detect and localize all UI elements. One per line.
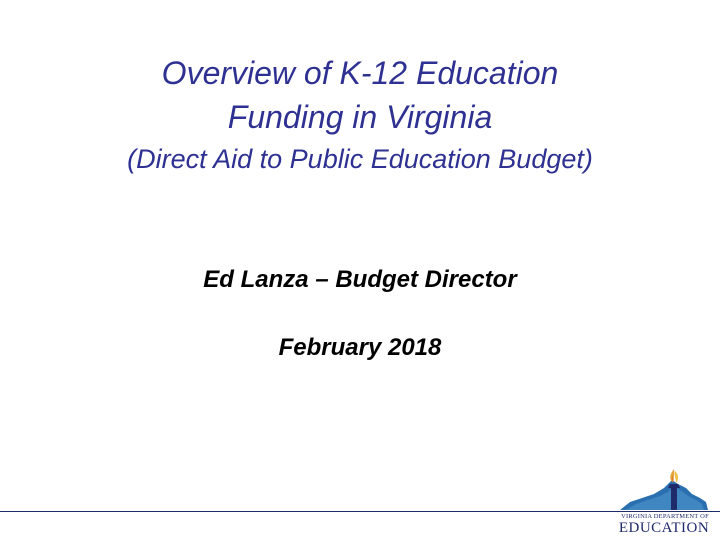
title-line-3: (Direct Aid to Public Education Budget) xyxy=(127,144,593,174)
presentation-date: February 2018 xyxy=(278,334,442,361)
presenter-name: Ed Lanza – Budget Director xyxy=(203,266,517,293)
logo-org-small: VIRGINIA DEPARTMENT OF xyxy=(621,513,709,520)
vdoe-logo xyxy=(612,466,712,538)
logo-org-big: EDUCATION xyxy=(618,520,710,536)
title-line-1: Overview of K-12 Education xyxy=(161,55,559,91)
title-line-2: Funding in Virginia xyxy=(227,99,493,135)
virginia-state-torch-icon xyxy=(612,466,712,514)
